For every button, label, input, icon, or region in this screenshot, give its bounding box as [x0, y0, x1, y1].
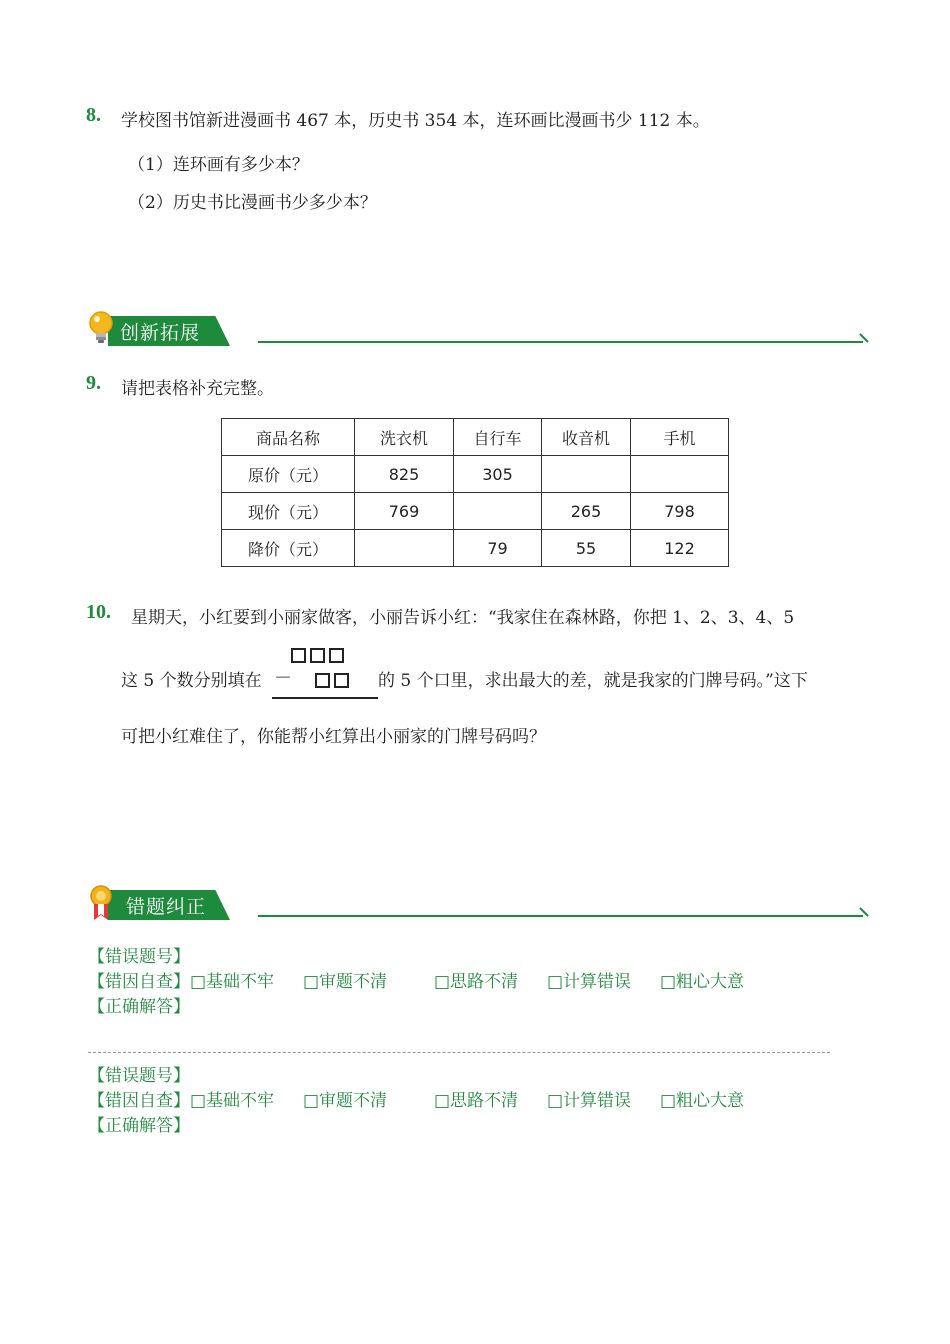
- error-cause-row: [88, 1086, 744, 1111]
- correct-answer-label: 【正确解答】: [88, 997, 190, 1017]
- option-calculation-error[interactable]: □计算错误: [547, 1091, 632, 1111]
- option-unclear-thinking[interactable]: □思路不清: [434, 972, 519, 992]
- table-header-cell: 洗衣机: [355, 419, 454, 456]
- banner-underline: [258, 915, 863, 917]
- table-header-cell: 收音机: [542, 419, 631, 456]
- table-header-cell: 自行车: [454, 419, 542, 456]
- question-8-number: 8.: [86, 104, 101, 126]
- section-banner-innovation: [88, 316, 868, 346]
- table-cell: 825: [355, 456, 454, 493]
- bottom-number-boxes: [313, 673, 351, 692]
- table-cell: 79: [454, 530, 542, 567]
- dashed-divider: [88, 1052, 830, 1053]
- error-cause-row: [88, 967, 744, 992]
- banner-line-tail: [858, 906, 870, 918]
- table-row: [222, 456, 729, 493]
- option-weak-basics[interactable]: □基础不牢: [190, 1091, 275, 1111]
- table-header-row: [222, 419, 729, 456]
- row-label: 现价（元）: [222, 493, 355, 530]
- row-label: 原价（元）: [222, 456, 355, 493]
- blank-cell[interactable]: [542, 456, 631, 493]
- table-cell: 55: [542, 530, 631, 567]
- digit-box[interactable]: [329, 648, 344, 663]
- banner-underline: [258, 341, 863, 343]
- option-weak-basics[interactable]: □基础不牢: [190, 972, 275, 992]
- table-header-cell: 商品名称: [222, 419, 355, 456]
- table-cell: 265: [542, 493, 631, 530]
- question-8-text: 学校图书馆新进漫画书 467 本，历史书 354 本，连环画比漫画书少 112 本。: [121, 111, 710, 131]
- medal-icon: [88, 884, 114, 922]
- error-number-label: 【错误题号】: [88, 1066, 190, 1086]
- error-cause-label: 【错因自查】: [88, 1091, 190, 1111]
- option-misread[interactable]: □审题不清: [303, 972, 388, 992]
- banner-line-tail: [858, 332, 870, 344]
- table-cell: 305: [454, 456, 542, 493]
- option-careless[interactable]: □粗心大意: [660, 1091, 745, 1111]
- error-cause-label: 【错因自查】: [88, 972, 190, 992]
- option-unclear-thinking[interactable]: □思路不清: [434, 1091, 519, 1111]
- error-number-label: 【错误题号】: [88, 947, 190, 967]
- correct-answer-label: 【正确解答】: [88, 1116, 190, 1136]
- section-title-errors: 错题纠正: [126, 896, 207, 918]
- question-10-line-2-post: 的 5 个口里，求出最大的差，就是我家的门牌号码。”这下: [378, 671, 808, 691]
- section-title-innovation: 创新拓展: [120, 322, 201, 344]
- question-8-sub-2: （2）历史书比漫画书少多少本？: [128, 193, 377, 213]
- table-cell: 122: [631, 530, 729, 567]
- table-row: [222, 530, 729, 567]
- question-10-number: 10.: [86, 601, 111, 623]
- table-cell: 798: [631, 493, 729, 530]
- blank-cell[interactable]: [454, 493, 542, 530]
- digit-box[interactable]: [334, 673, 349, 688]
- table-cell: 769: [355, 493, 454, 530]
- option-calculation-error[interactable]: □计算错误: [547, 972, 632, 992]
- minus-sign: －: [274, 668, 292, 689]
- question-9-text: 请把表格补充完整。: [121, 379, 274, 399]
- question-10-line-3: 可把小红难住了，你能帮小红算出小丽家的门牌号码吗？: [121, 727, 546, 747]
- table-row: [222, 493, 729, 530]
- top-number-boxes: [289, 648, 346, 667]
- table-header-cell: 手机: [631, 419, 729, 456]
- question-10-line-2-pre: 这 5 个数分别填在: [121, 671, 262, 691]
- lightbulb-icon: [88, 310, 114, 346]
- question-10-line-1: 星期天，小红要到小丽家做客，小丽告诉小红：“我家住在森林路，你把 1、2、3、4、5: [131, 608, 795, 628]
- row-label: 降价（元）: [222, 530, 355, 567]
- equation-line: [272, 697, 378, 699]
- option-misread[interactable]: □审题不清: [303, 1091, 388, 1111]
- blank-cell[interactable]: [355, 530, 454, 567]
- price-table: [221, 418, 729, 567]
- question-9-number: 9.: [86, 372, 101, 394]
- section-banner-errors: [88, 890, 868, 920]
- option-careless[interactable]: □粗心大意: [660, 972, 745, 992]
- question-8-sub-1: （1）连环画有多少本？: [128, 155, 309, 175]
- digit-box[interactable]: [310, 648, 325, 663]
- digit-box[interactable]: [291, 648, 306, 663]
- subtraction-puzzle: [272, 646, 378, 700]
- digit-box[interactable]: [315, 673, 330, 688]
- blank-cell[interactable]: [631, 456, 729, 493]
